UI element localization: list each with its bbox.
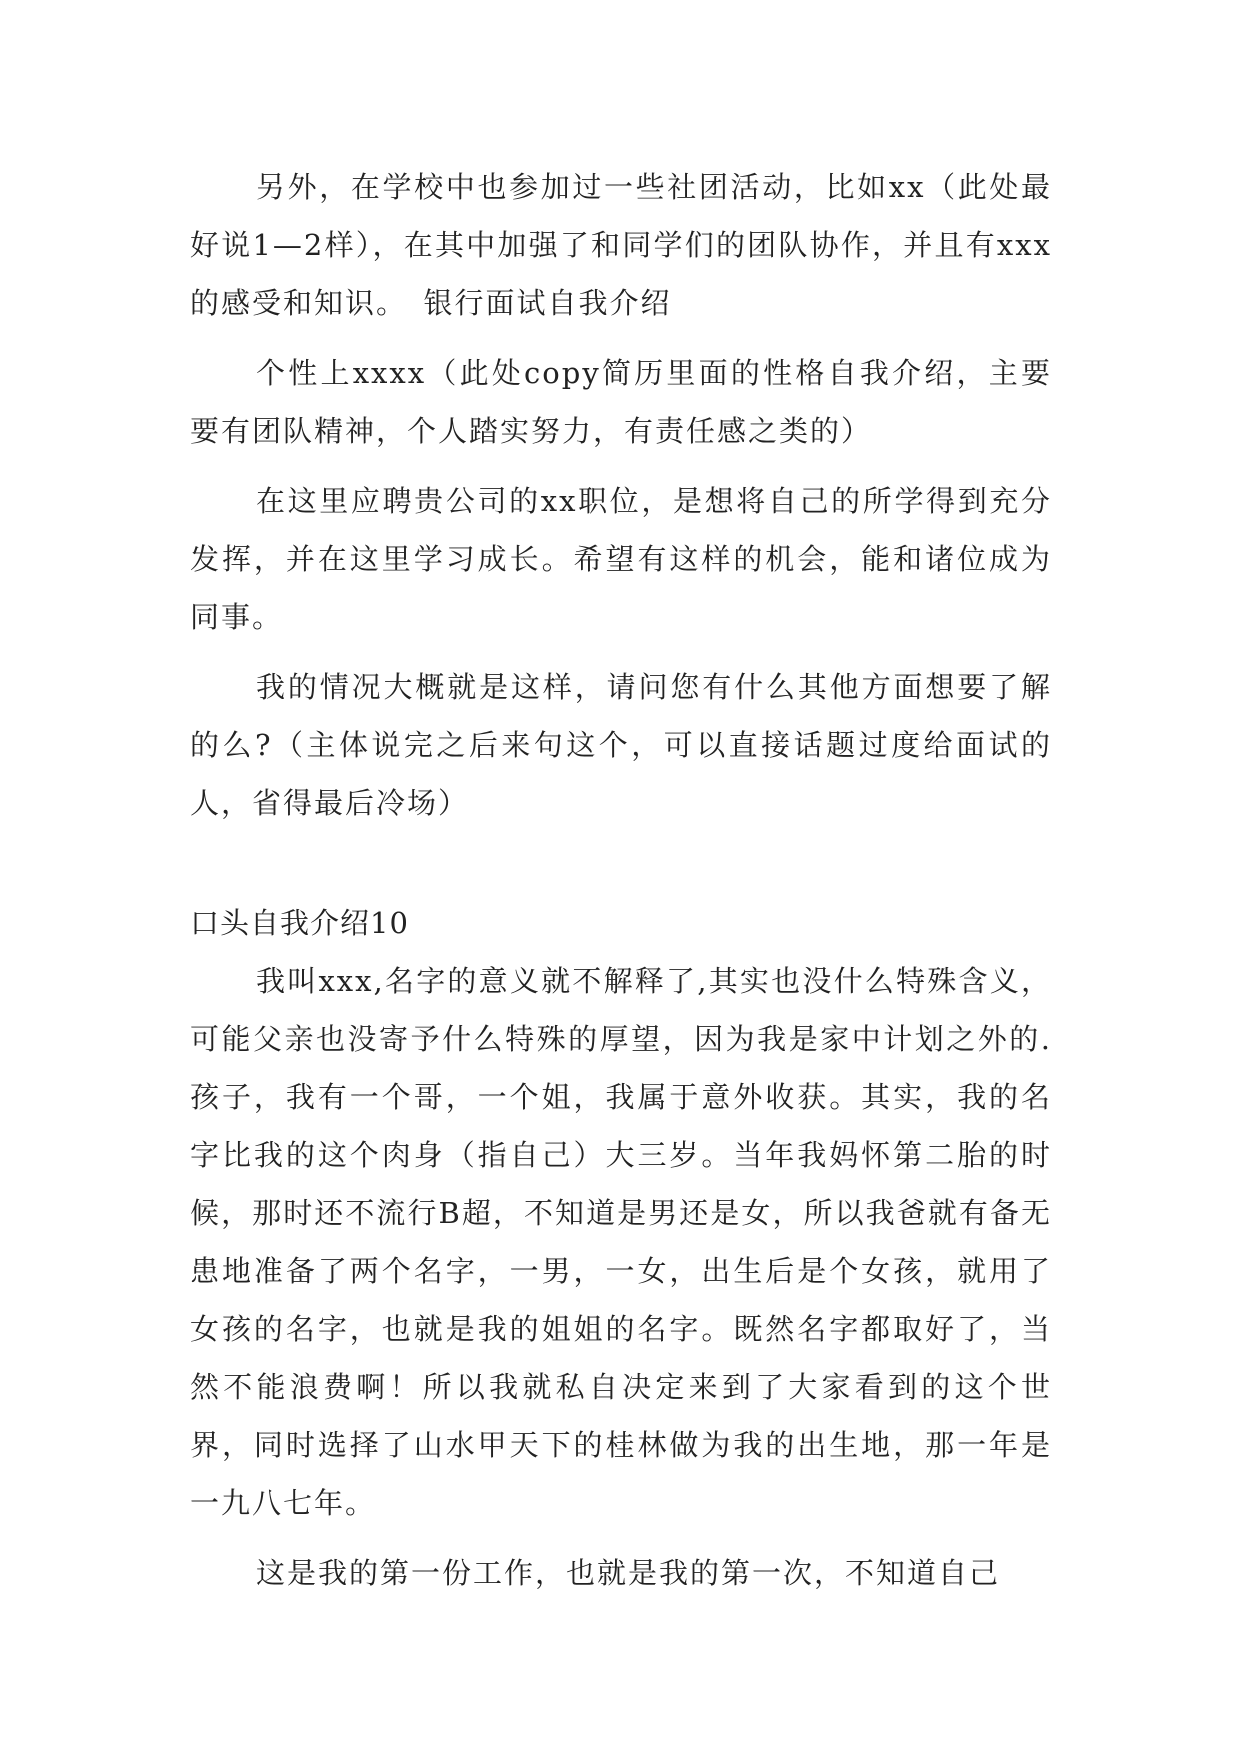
paragraph-name-story: 我叫xxx,名字的意义就不解释了,其实也没什么特殊含义，可能父亲也没寄予什么特殊的厚望，因为我是家中计划之外的.孩子，我有一个哥，一个姐，我属于意外收获。其实，我的名字比我的这个肉身（指自己）大三岁。当年我妈怀第二胎的时候，那时还不流行B超，不知道是男还是女，所以我爸就有备无患地准备了两个名字，一男，一女，出生后是个女孩，就用了女孩的名字，也就是我的姐姐的名字。既然名字都取好了，当然不能浪费啊！所以我就私自决定来到了大家看到的这个世界，同时选择了山水甲天下的桂林做为我的出生地，那一年是一九八七年。: [190, 964, 1052, 1520]
section-heading: 口头自我介绍10: [190, 906, 409, 940]
paragraph-closing-question: 我的情况大概就是这样，请问您有什么其他方面想要了解的么?（主体说完之后来句这个，可以直接话题过度给面试的人，省得最后冷场）: [190, 670, 1052, 820]
paragraph-personality: 个性上xxxx（此处copy简历里面的性格自我介绍，主要要有团队精神，个人踏实努力，有责任感之类的）: [190, 356, 1052, 448]
document-body: [190, 158, 1052, 1602]
paragraph-club-activities: 另外，在学校中也参加过一些社团活动，比如xx（此处最好说1—2样），在其中加强了和同学们的团队协作，并且有xxx的感受和知识。 银行面试自我介绍: [190, 170, 1052, 320]
paragraph-applying-position: 在这里应聘贵公司的xx职位，是想将自己的所学得到充分发挥，并在这里学习成长。希望有这样的机会，能和诸位成为同事。: [190, 484, 1052, 634]
paragraph-first-job: 这是我的第一份工作，也就是我的第一次，不知道自己: [256, 1556, 1001, 1590]
